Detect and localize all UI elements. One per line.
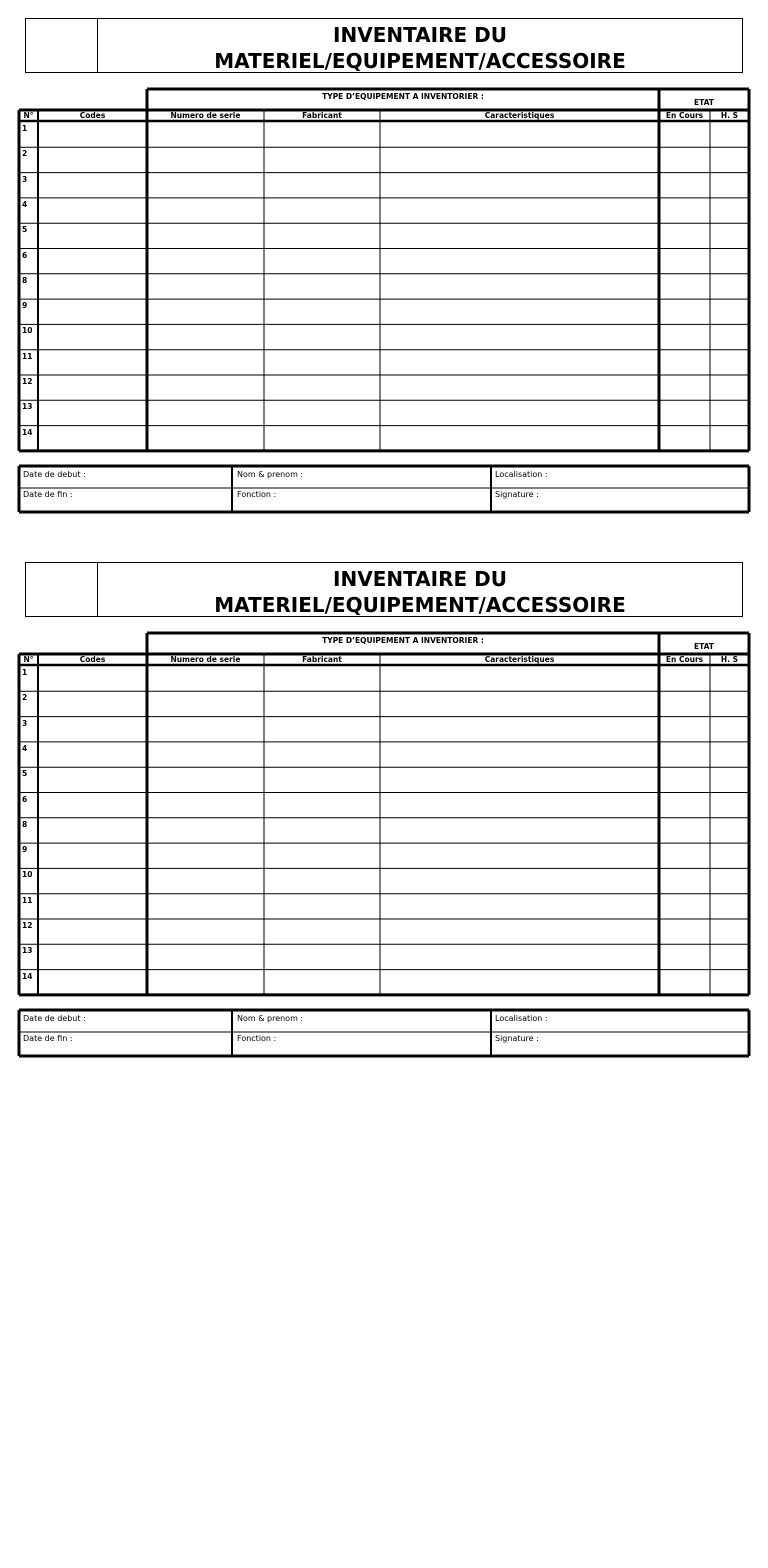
- row-number: 6: [22, 794, 28, 804]
- row-number: 2: [22, 693, 28, 703]
- col-hs: H. S: [720, 655, 739, 664]
- form-title-line-1: INVENTAIRE DU: [333, 567, 507, 591]
- date-debut-field: Date de debut :: [23, 470, 86, 479]
- row-number: 14: [22, 427, 33, 437]
- form-title: [98, 566, 742, 618]
- col-numero-serie: Numero de serie: [170, 655, 241, 664]
- signature-field: Signature :: [495, 490, 539, 499]
- fonction-field: Fonction :: [237, 490, 277, 499]
- form-title: [98, 22, 742, 74]
- etat-header: ETAT: [694, 98, 714, 107]
- nom-prenom-field: Nom & prenom :: [237, 470, 304, 479]
- etat-header: ETAT: [694, 642, 714, 651]
- date-debut-field: Date de debut :: [23, 1014, 86, 1023]
- row-number: 8: [22, 819, 28, 829]
- row-number: 4: [22, 199, 28, 209]
- row-number: 3: [22, 174, 28, 184]
- title-box: [25, 562, 743, 617]
- nom-prenom-field: Nom & prenom :: [237, 1014, 304, 1023]
- row-number: 1: [22, 668, 28, 677]
- signature-field: Signature :: [495, 1034, 539, 1043]
- col-fabricant: Fabricant: [302, 655, 342, 664]
- row-number: 8: [22, 275, 28, 285]
- row-number: 6: [22, 250, 28, 260]
- col-codes: Codes: [79, 111, 106, 120]
- col-codes: Codes: [79, 655, 106, 664]
- row-number: 12: [22, 377, 33, 386]
- logo-placeholder: [26, 19, 98, 72]
- row-number: 5: [22, 225, 28, 235]
- row-number: 3: [22, 718, 28, 728]
- col-en-cours: En Cours: [665, 111, 704, 120]
- row-number: 9: [22, 845, 28, 855]
- title-box: [25, 18, 743, 73]
- row-number: 13: [22, 946, 33, 956]
- row-number: 1: [22, 124, 28, 133]
- localisation-field: Localisation :: [495, 470, 548, 479]
- col-caracteristiques: Caracteristiques: [484, 111, 555, 120]
- row-number: 14: [22, 971, 33, 981]
- row-number: 13: [22, 402, 33, 412]
- row-number: 11: [22, 351, 33, 361]
- type-equipement-header: TYPE D’EQUIPEMENT A INVENTORIER :: [322, 636, 484, 645]
- date-fin-field: Date de fin :: [23, 1034, 73, 1043]
- col-hs: H. S: [720, 111, 739, 120]
- form-title-line-2: MATERIEL/EQUIPEMENT/ACCESSOIRE: [214, 593, 626, 617]
- row-number: 12: [22, 921, 33, 930]
- logo-placeholder: [26, 563, 98, 616]
- form-title-line-1: INVENTAIRE DU: [333, 23, 507, 47]
- row-number: 10: [22, 326, 33, 336]
- col-en-cours: En Cours: [665, 655, 704, 664]
- row-number: 4: [22, 743, 28, 753]
- col-caracteristiques: Caracteristiques: [484, 655, 555, 664]
- row-number: 11: [22, 895, 33, 905]
- row-number: 5: [22, 769, 28, 779]
- date-fin-field: Date de fin :: [23, 490, 73, 499]
- col-fabricant: Fabricant: [302, 111, 342, 120]
- row-number: 2: [22, 149, 28, 159]
- fonction-field: Fonction :: [237, 1034, 277, 1043]
- row-number: 10: [22, 870, 33, 880]
- col-num: N°: [23, 111, 34, 120]
- table-grid: [0, 544, 768, 1568]
- localisation-field: Localisation :: [495, 1014, 548, 1023]
- form-title-line-2: MATERIEL/EQUIPEMENT/ACCESSOIRE: [214, 49, 626, 73]
- type-equipement-header: TYPE D’EQUIPEMENT A INVENTORIER :: [322, 92, 484, 101]
- col-num: N°: [23, 655, 34, 664]
- col-numero-serie: Numero de serie: [170, 111, 241, 120]
- row-number: 9: [22, 301, 28, 311]
